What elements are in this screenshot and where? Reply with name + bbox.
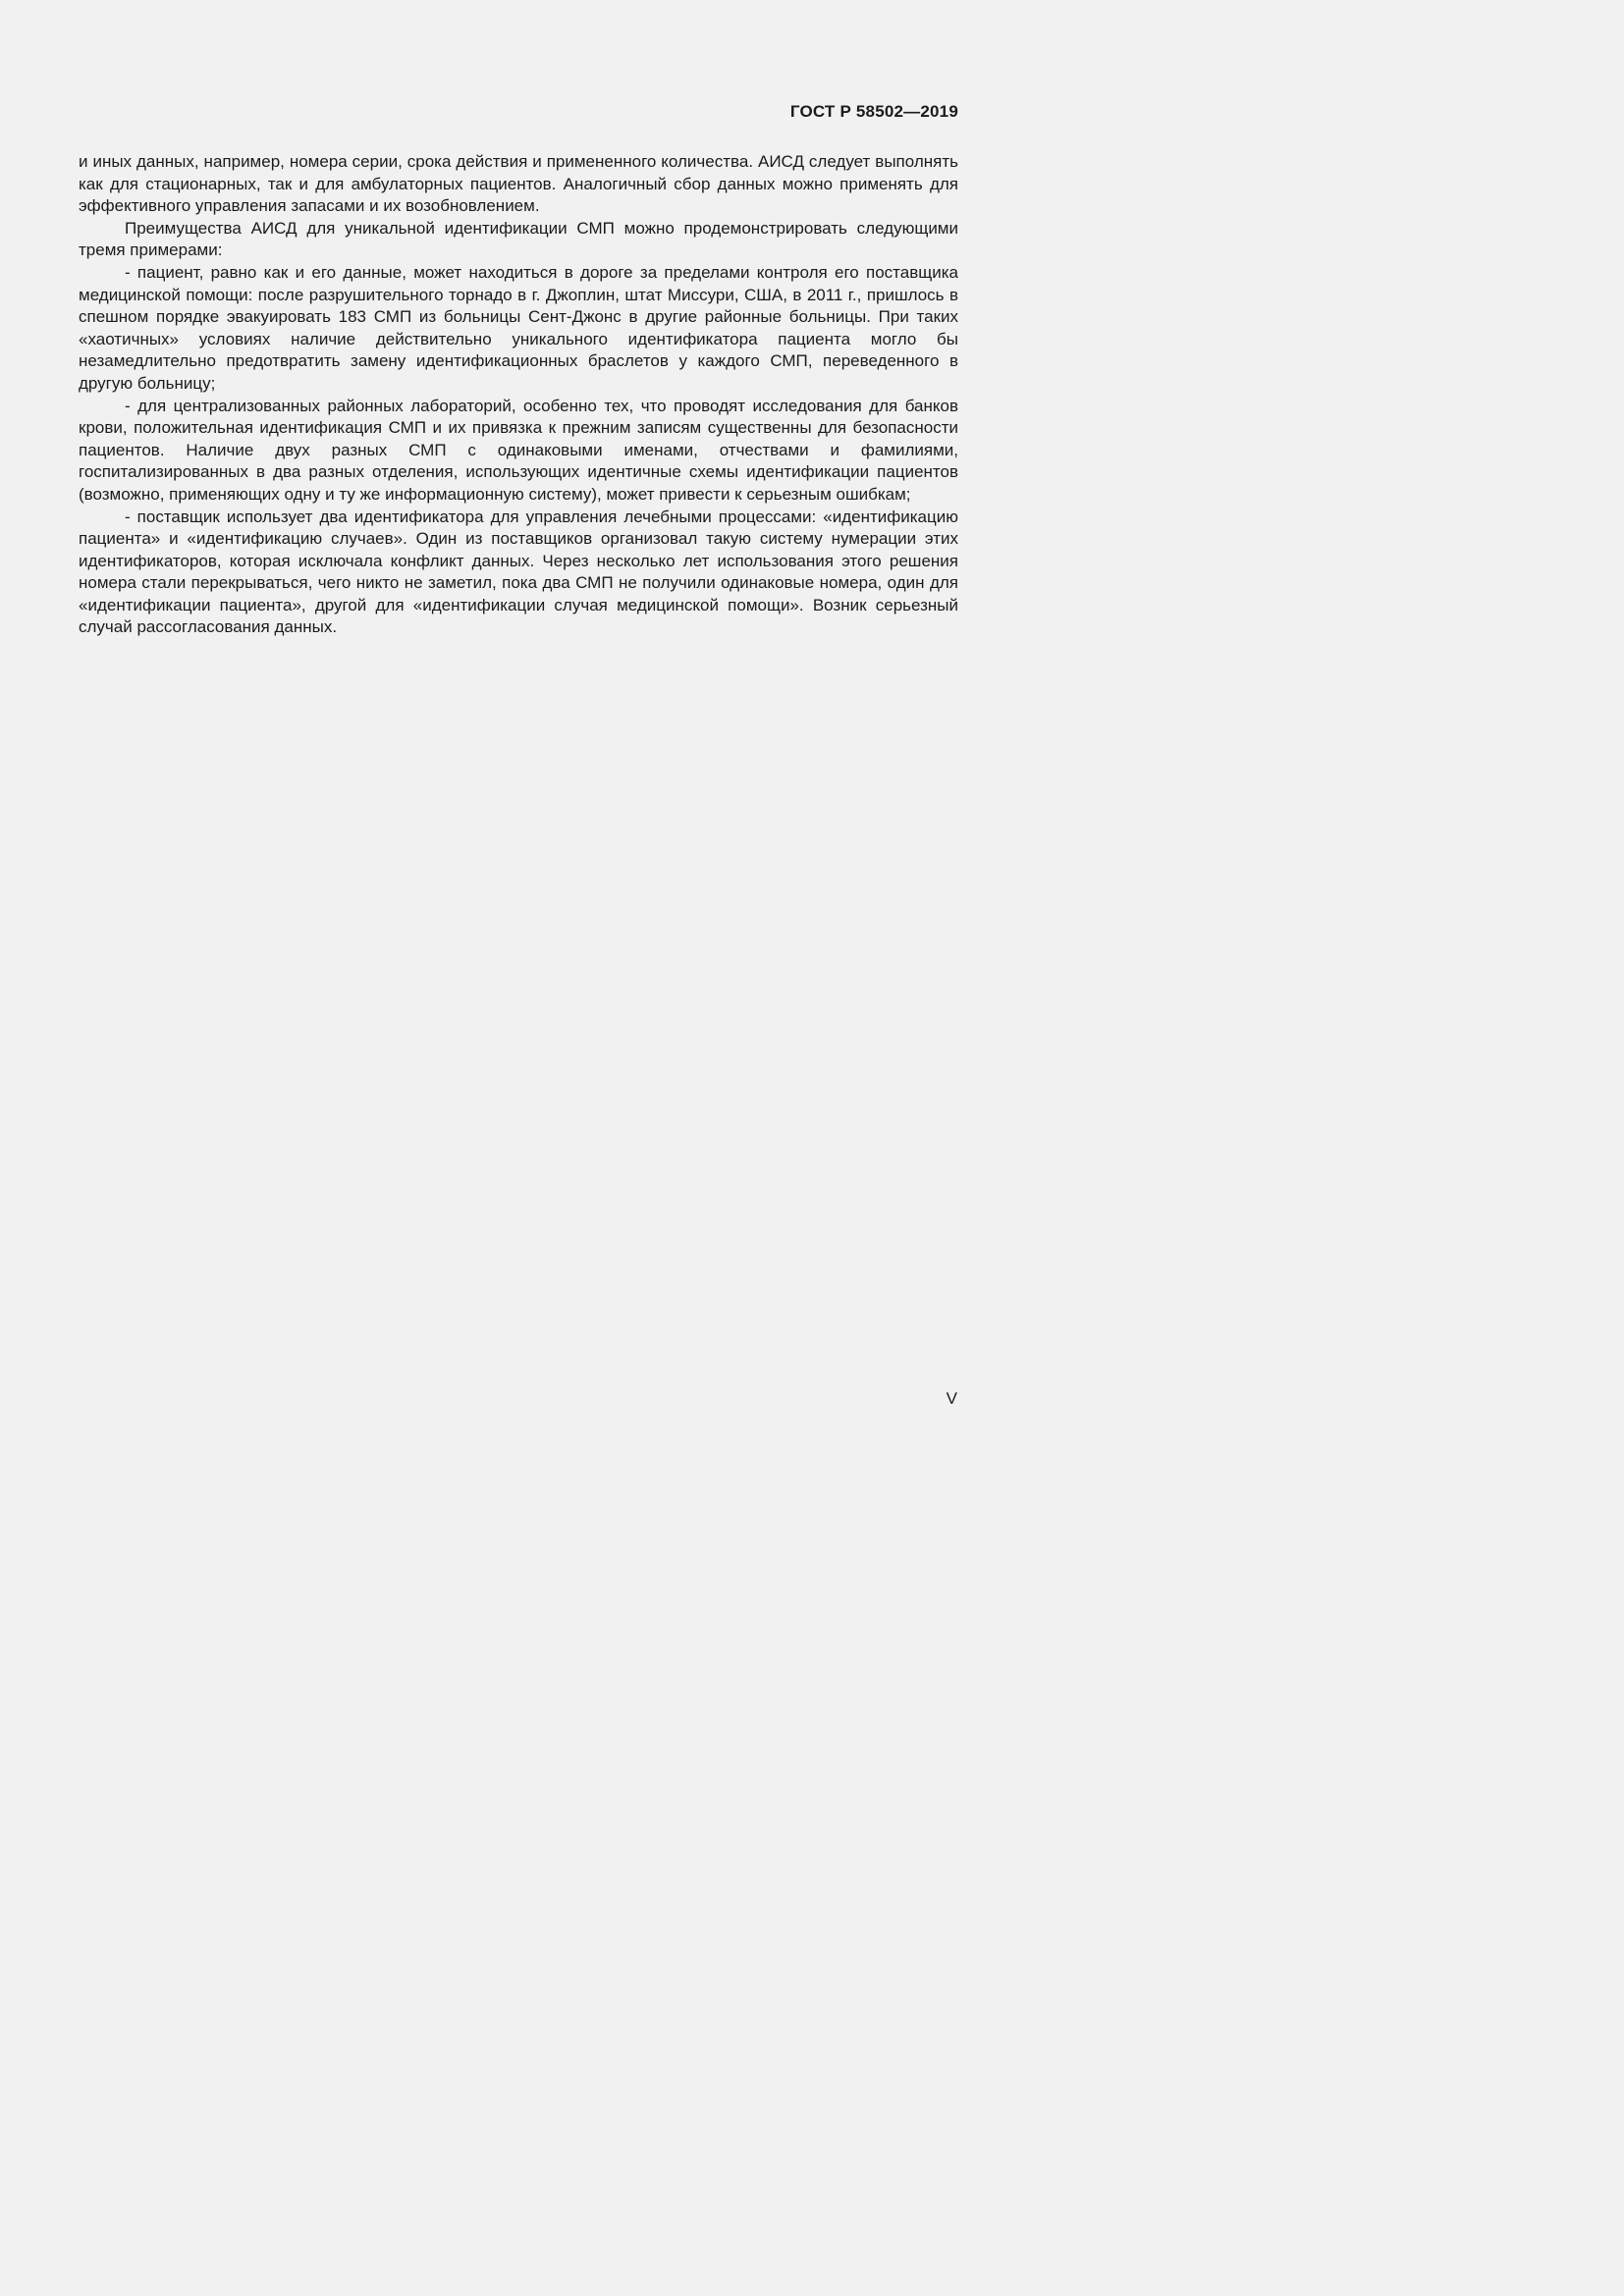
list-item-example-identifiers: - поставщик использует два идентификатора для управления лечебными процессами: «идентификацию пациента» и «идентификацию случаев». Один из поставщиков организовал такую систему нумерации этих идентификаторов, которая исключала конфликт данных. Через несколько лет использования этого решения номера стали перекрываться, чего никто не заметил, пока два СМП не получили одинаковые номера, один для «идентификации пациента», другой для «идентификации случая медицинской помощи». Возник серьезный случай рассогласования данных. <box>79 507 958 637</box>
document-page <box>0 0 1089 1539</box>
standard-code-header: ГОСТ Р 58502—2019 <box>789 102 958 121</box>
list-item-example-laboratories: - для централизованных районных лабораторий, особенно тех, что проводят исследования для банков крови, положительная идентификация СМП и их привязка к прежним записям существенны для безопасности пациентов. Наличие двух разных СМП с одинаковыми именами, отчествами и фамилиями, госпитализированных в два разных отделения, использующих идентичные схемы идентификации пациентов (возможно, применяющих одну и ту же информационную систему), может привести к серьезным ошибкам; <box>79 396 958 504</box>
body-text <box>79 151 958 639</box>
paragraph-continuation: и иных данных, например, номера серии, срока действия и примененного количества. АИСД следует выполнять как для стационарных, так и для амбулаторных пациентов. Аналогичный сбор данных можно применять для эффективного управления запасами и их возобновлением. <box>79 152 958 216</box>
paragraph-advantages-intro: Преимущества АИСД для уникальной идентификации СМП можно продемонстрировать следующими тремя примерами: <box>79 218 958 260</box>
list-item-example-tornado: - пациент, равно как и его данные, может находиться в дороге за пределами контроля его поставщика медицинской помощи: после разрушительного торнадо в г. Джоплин, штат Миссури, США, в 2011 г., пришлось в спешном порядке эвакуировать 183 СМП из больницы Сент-Джонс в другие районные больницы. При таких «хаотичных» условиях наличие действительно уникального идентификатора пациента могло бы незамедлительно предотвратить замену идентификационных браслетов у каждого СМП, переведенного в другую больницу; <box>79 262 958 393</box>
page-number: V <box>946 1389 957 1408</box>
